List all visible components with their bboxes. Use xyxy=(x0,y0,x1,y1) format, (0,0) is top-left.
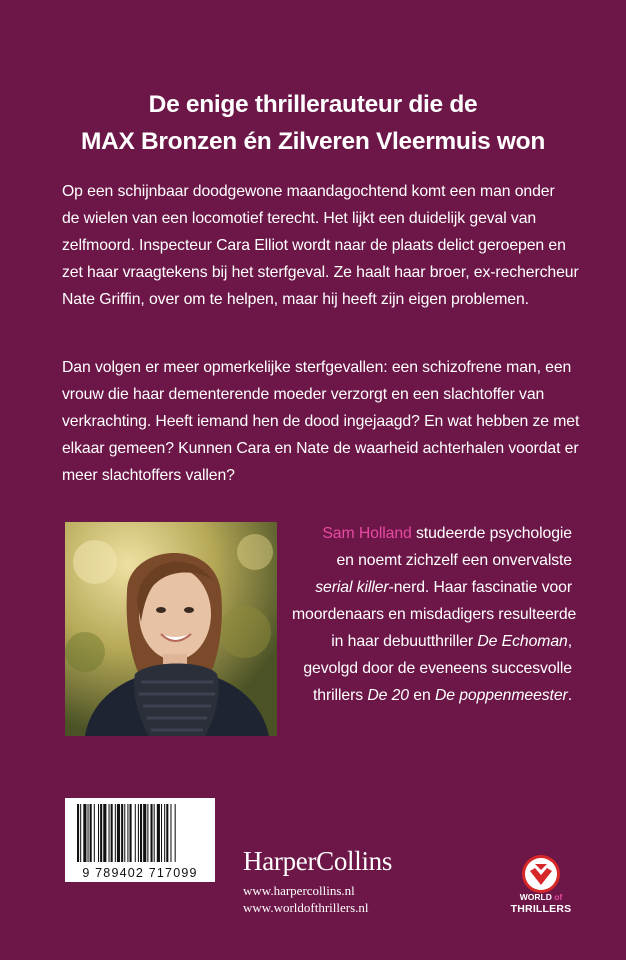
book-title-poppenmeester: De poppenmeester xyxy=(434,687,568,704)
bio-line: moordenaars en misdadigers resulteerde xyxy=(292,606,577,623)
blurb-line: zelfmoord. Inspecteur Cara Elliot wordt naar de plaats delict geroepen en xyxy=(62,237,566,254)
logo-text-world: WORLD xyxy=(519,892,555,902)
blurb-line: zet haar vraagtekens bij het sterfgeval. Ze haalt haar broer, ex-rechercheur xyxy=(62,264,579,281)
barcode-bar xyxy=(140,804,142,862)
isbn-number: 9 789402 717099 xyxy=(82,866,198,880)
barcode-bar xyxy=(154,804,155,862)
headline-line-2: MAX Bronzen én Zilveren Vleermuis won xyxy=(80,128,546,155)
bio-line xyxy=(292,520,572,547)
barcode-bar xyxy=(77,804,79,862)
barcode-bar xyxy=(166,804,168,862)
bio-line xyxy=(292,574,572,601)
barcode-bar xyxy=(80,804,81,862)
barcode-bar xyxy=(135,804,136,862)
author-bio xyxy=(292,520,577,709)
barcode-bar xyxy=(100,804,102,862)
world-of-thrillers-emblem xyxy=(510,854,572,894)
bio-text: studeerde psychologie xyxy=(411,525,572,542)
barcode-bar xyxy=(164,804,165,862)
bio-text: . xyxy=(567,687,572,704)
publisher-url: www.harpercollins.nl xyxy=(243,883,355,898)
blurb-line: elkaar gemeen? Kunnen Cara en Nate de waarheid achterhalen voordat er xyxy=(62,440,579,457)
barcode xyxy=(65,798,215,882)
bio-text: en xyxy=(408,687,435,704)
barcode-bar xyxy=(170,804,171,862)
barcode-bar xyxy=(124,804,125,862)
blurb-paragraph-2 xyxy=(62,354,580,489)
blurb-line: meer slachtoffers vallen? xyxy=(62,467,235,484)
imprint-url: www.worldofthrillers.nl xyxy=(243,900,369,915)
logo-text-line-1 xyxy=(504,892,578,902)
barcode-bar xyxy=(98,804,99,862)
barcode-bar xyxy=(115,804,116,862)
barcode-bar xyxy=(103,804,106,862)
blurb-line: Op een schijnbaar doodgewone maandagochtend komt een man onder xyxy=(62,183,555,200)
barcode-bar xyxy=(83,804,86,862)
bio-italic: serial killer xyxy=(315,579,389,596)
book-title-echoman: De Echoman xyxy=(477,633,568,650)
blurb-paragraph-1 xyxy=(62,178,579,313)
barcode-bars xyxy=(65,798,215,868)
bio-text: , xyxy=(567,633,572,650)
barcode-bar xyxy=(94,804,95,862)
logo-text-of: of xyxy=(554,892,563,902)
publisher-logo: HarperCollins xyxy=(243,846,393,876)
barcode-bar xyxy=(111,804,113,862)
barcode-bar xyxy=(117,804,120,862)
logo-text-line-2: THRILLERS xyxy=(510,903,572,915)
bio-text: thrillers xyxy=(313,687,368,704)
barcode-bar xyxy=(88,804,89,862)
barcode-bar xyxy=(157,804,160,862)
barcode-bar xyxy=(143,804,146,862)
barcode-bar xyxy=(121,804,123,862)
headline-line-1: De enige thrillerauteur die de xyxy=(148,91,478,118)
bio-text: in haar debuutthriller xyxy=(331,633,478,650)
barcode-bar xyxy=(130,804,132,862)
bio-line xyxy=(292,682,572,709)
blurb-line: verkrachting. Heeft iemand hen de dood ingejaagd? En wat hebben ze met xyxy=(62,413,580,430)
barcode-bar xyxy=(138,804,139,862)
bio-line: gevolgd door de eveneens succesvolle xyxy=(303,660,572,677)
blurb-line: de wielen van een locomotief terecht. Het lijkt een duidelijk geval van xyxy=(62,210,537,227)
author-photo xyxy=(65,522,277,736)
blurb-line: Dan volgen er meer opmerkelijke sterfgevallen: een schizofrene man, een xyxy=(62,359,572,376)
bio-text: -nerd. Haar fascinatie voor xyxy=(388,579,572,596)
barcode-bar xyxy=(175,804,176,862)
barcode-bar xyxy=(151,804,153,862)
barcode-bar xyxy=(109,804,110,862)
book-title-de-20: De 20 xyxy=(367,687,409,704)
blurb-line: vrouw die haar dementerende moeder verzorgt en een slachtoffer van xyxy=(62,386,545,403)
author-name: Sam Holland xyxy=(322,525,412,542)
barcode-bar xyxy=(161,804,162,862)
barcode-bar xyxy=(147,804,148,862)
bio-line xyxy=(292,628,572,655)
barcode-bar xyxy=(127,804,128,862)
headline xyxy=(0,86,626,160)
bio-line: en noemt zichzelf een onvervalste xyxy=(336,552,572,569)
barcode-bar xyxy=(90,804,92,862)
blurb-line: Nate Griffin, over om te helpen, maar hij heeft zijn eigen problemen. xyxy=(62,291,529,308)
